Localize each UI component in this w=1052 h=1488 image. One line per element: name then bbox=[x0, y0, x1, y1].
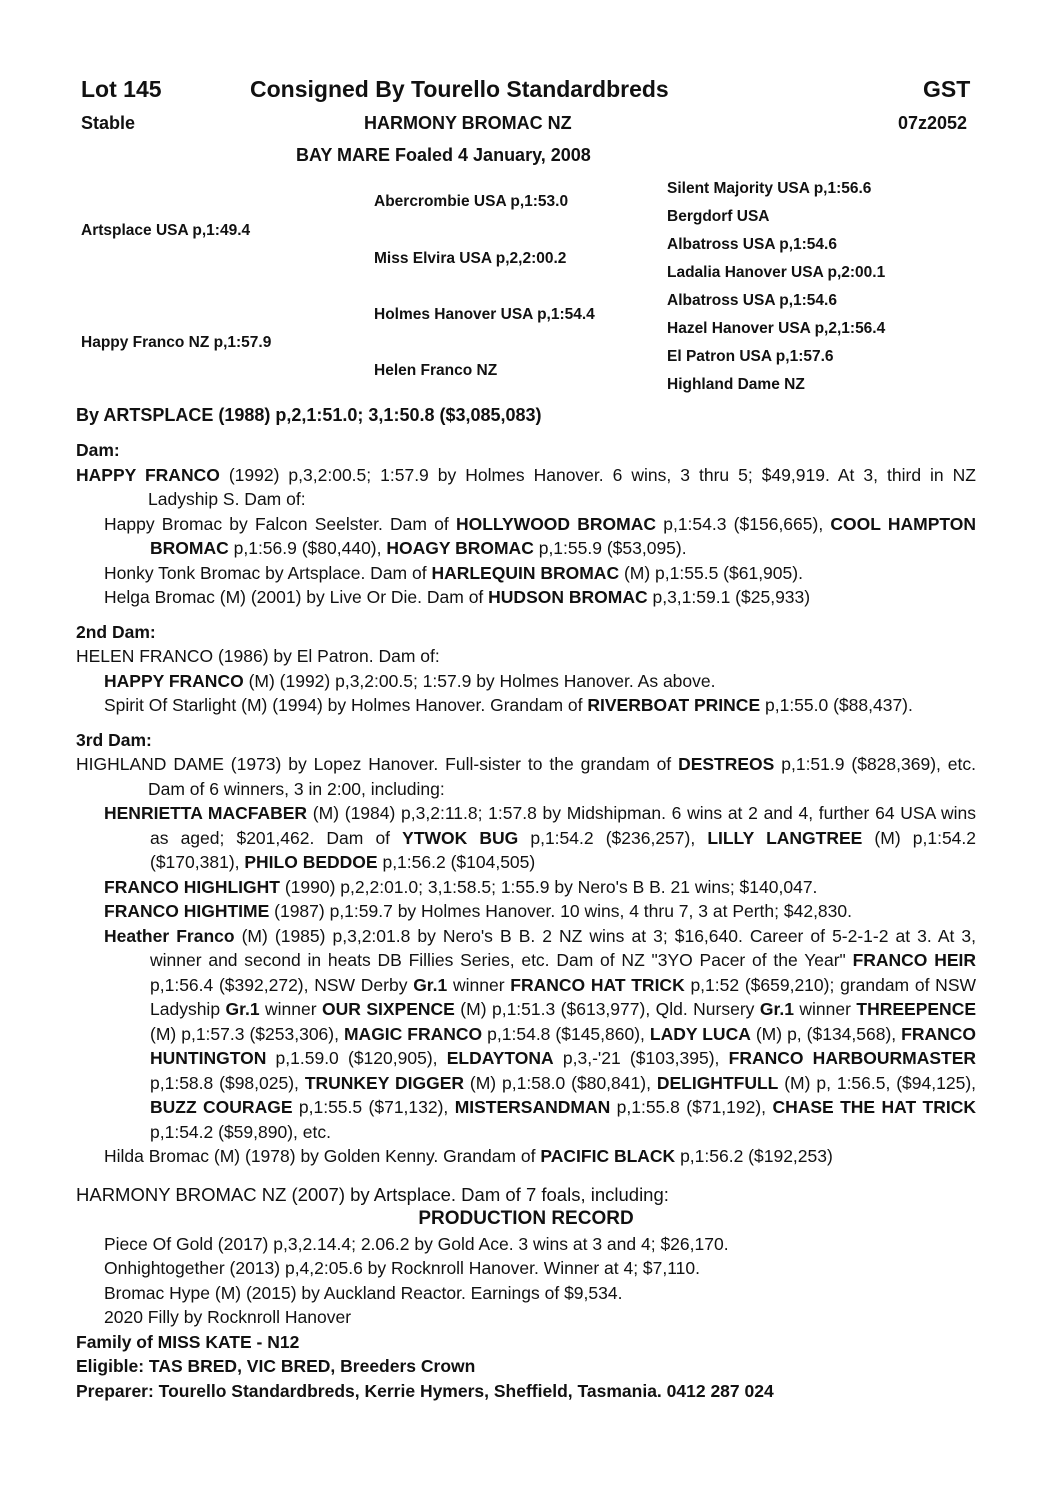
eligible-line: Eligible: TAS BRED, VIC BRED, Breeders Crown bbox=[76, 1356, 476, 1376]
dam-progeny-1: Happy Bromac by Falcon Seelster. Dam of HOLLYWOOD BROMAC p,1:54.3 ($156,665), COOL HAMPTON BROMAC p,1:56.9 ($80,440), HOAGY BROMAC p,1:55.9 ($53,095). bbox=[104, 513, 976, 558]
pedigree-g8: Highland Dame NZ bbox=[667, 376, 805, 393]
third-dam-progeny-1: HENRIETTA MACFABER (M) (1984) p,3,2:11.8; 1:57.8 by Midshipman. 6 wins at 2 and 4, further 64 USA wins as aged; $201,462. Dam of YTWOK BUG p,1:54.2 ($236,257), LILLY LANGTREE (M) p,1:54.2 ($170,381), PHILO BEDDOE p,1:56.2 ($104,505) bbox=[104, 803, 977, 872]
registration-code: 07z2052 bbox=[898, 113, 968, 133]
pedigree-sire-sire: Abercrombie USA p,1:53.0 bbox=[374, 193, 569, 210]
dam-progeny-2: Honky Tonk Bromac by Artsplace. Dam of HARLEQUIN BROMAC (M) p,1:55.5 ($61,905). bbox=[104, 562, 803, 583]
pedigree-g2: Bergdorf USA bbox=[667, 208, 770, 225]
production-item: Bromac Hype (M) (2015) by Auckland Reactor. Earnings of $9,534. bbox=[104, 1282, 623, 1303]
third-dam-progeny-2: FRANCO HIGHLIGHT (1990) p,2,2:01.0; 3,1:58.5; 1:55.9 by Nero's B B. 21 wins; $140,047. bbox=[104, 876, 818, 897]
dam-progeny-3: Helga Bromac (M) (2001) by Live Or Die. Dam of HUDSON BROMAC p,3,1:59.1 ($25,933) bbox=[104, 587, 811, 607]
production-item: Piece Of Gold (2017) p,3,2.14.4; 2.06.2 by Gold Ace. 3 wins at 3 and 4; $26,170. bbox=[104, 1233, 729, 1254]
pedigree-dam: Happy Franco NZ p,1:57.9 bbox=[81, 334, 272, 351]
third-dam-progeny-5: Hilda Bromac (M) (1978) by Golden Kenny. Grandam of PACIFIC BLACK p,1:56.2 ($192,253) bbox=[104, 1146, 833, 1166]
dam-entry: HAPPY FRANCO (1992) p,3,2:00.5; 1:57.9 by Holmes Hanover. 6 wins, 3 thru 5; $49,919. At 3, third in NZ Ladyship S. Dam of: bbox=[76, 464, 976, 509]
pedigree-g1: Silent Majority USA p,1:56.6 bbox=[667, 180, 872, 197]
third-dam-heading: 3rd Dam: bbox=[76, 729, 152, 750]
sire-summary: By ARTSPLACE (1988) p,2,1:51.0; 3,1:50.8 ($3,085,083) bbox=[76, 405, 542, 425]
third-dam-progeny-3: FRANCO HIGHTIME (1987) p,1:59.7 by Holmes Hanover. 10 wins, 4 thru 7, 3 at Perth; $42,830. bbox=[104, 901, 852, 921]
preparer-line: Preparer: Tourello Standardbreds, Kerrie Hymers, Sheffield, Tasmania. 0412 287 024 bbox=[76, 1380, 774, 1401]
pedigree-g6: Hazel Hanover USA p,2,1:56.4 bbox=[667, 320, 886, 337]
lot-number: Lot 145 bbox=[81, 76, 162, 102]
pedigree-g7: El Patron USA p,1:57.6 bbox=[667, 348, 834, 365]
catalogue-body bbox=[76, 438, 976, 1403]
production-title: PRODUCTION RECORD bbox=[418, 1208, 634, 1229]
pedigree-sire-dam: Miss Elvira USA p,2,2:00.2 bbox=[374, 250, 567, 267]
pedigree-g5: Albatross USA p,1:54.6 bbox=[667, 292, 837, 309]
code: GST bbox=[923, 76, 971, 102]
third-dam-entry: HIGHLAND DAME (1973) by Lopez Hanover. Full-sister to the grandam of DESTREOS p,1:51.9 ($828,369), etc. Dam of 6 winners, 3 in 2:00, including: bbox=[76, 754, 976, 799]
second-dam-entry: HELEN FRANCO (1986) by El Patron. Dam of: bbox=[76, 646, 440, 666]
production-intro: HARMONY BROMAC NZ (2007) by Artsplace. Dam of 7 foals, including: bbox=[76, 1183, 669, 1205]
production-item: Onhightogether (2013) p,4,2:05.6 by Rocknroll Hanover. Winner at 4; $7,110. bbox=[104, 1258, 701, 1278]
consigned-by: Consigned By Tourello Standardbreds bbox=[250, 76, 669, 102]
second-dam-progeny-2: Spirit Of Starlight (M) (1994) by Holmes Hanover. Grandam of RIVERBOAT PRINCE p,1:55.0 ($88,437). bbox=[104, 695, 913, 715]
horse-description: BAY MARE Foaled 4 January, 2008 bbox=[296, 145, 591, 165]
second-dam-progeny-1: HAPPY FRANCO (M) (1992) p,3,2:00.5; 1:57.9 by Holmes Hanover. As above. bbox=[104, 670, 716, 691]
third-dam-progeny-4: Heather Franco (M) (1985) p,3,2:01.8 by Nero's B B. 2 NZ wins at 3; $16,640. Career of 5-2-1-2 at 3. At 3, winner and second in heats DB Fillies Series, etc. Dam of NZ "3YO Pacer of the Year" FRANCO HEIR p,1:56.4 ($392,272), NSW Derby Gr.1 winner FRANCO HAT TRICK p,1:52 ($659,210); grandam of NSW Ladyship Gr.1 winner OUR SIXPENCE (M) p,1:51.3 ($613,977), Qld. Nursery Gr.1 winner THREEPENCE (M) p,1:57.3 ($253,306), MAGIC FRANCO p,1:54.8 ($145,860), LADY LUCA (M) p, ($134,568), FRANCO HUNTINGTON p,1.59.0 ($120,905), ELDAYTONA p,3,-'21 ($103,395), FRANCO HARBOURMASTER p,1:58.8 ($98,025), TRUNKEY DIGGER (M) p,1:58.0 ($80,841), DELIGHTFULL (M) p, 1:56.5, ($94,125), BUZZ COURAGE p,1:55.5 ($71,132), MISTERSANDMAN p,1:55.8 ($71,192), CHASE THE HAT TRICK p,1:54.2 ($59,890), etc. bbox=[104, 925, 977, 1142]
production-item: 2020 Filly by Rocknroll Hanover bbox=[104, 1307, 352, 1327]
stable-label: Stable bbox=[81, 113, 136, 133]
second-dam-heading: 2nd Dam: bbox=[76, 621, 156, 642]
pedigree-sire: Artsplace USA p,1:49.4 bbox=[81, 222, 251, 239]
production-list bbox=[104, 1232, 976, 1330]
horse-name: HARMONY BROMAC NZ bbox=[364, 113, 572, 133]
pedigree-g3: Albatross USA p,1:54.6 bbox=[667, 236, 837, 253]
pedigree-dam-sire: Holmes Hanover USA p,1:54.4 bbox=[374, 306, 595, 323]
pedigree-dam-dam: Helen Franco NZ bbox=[374, 362, 498, 379]
family-line: Family of MISS KATE - N12 bbox=[76, 1331, 300, 1352]
pedigree-g4: Ladalia Hanover USA p,2:00.1 bbox=[667, 264, 886, 281]
dam-heading: Dam: bbox=[76, 440, 120, 460]
